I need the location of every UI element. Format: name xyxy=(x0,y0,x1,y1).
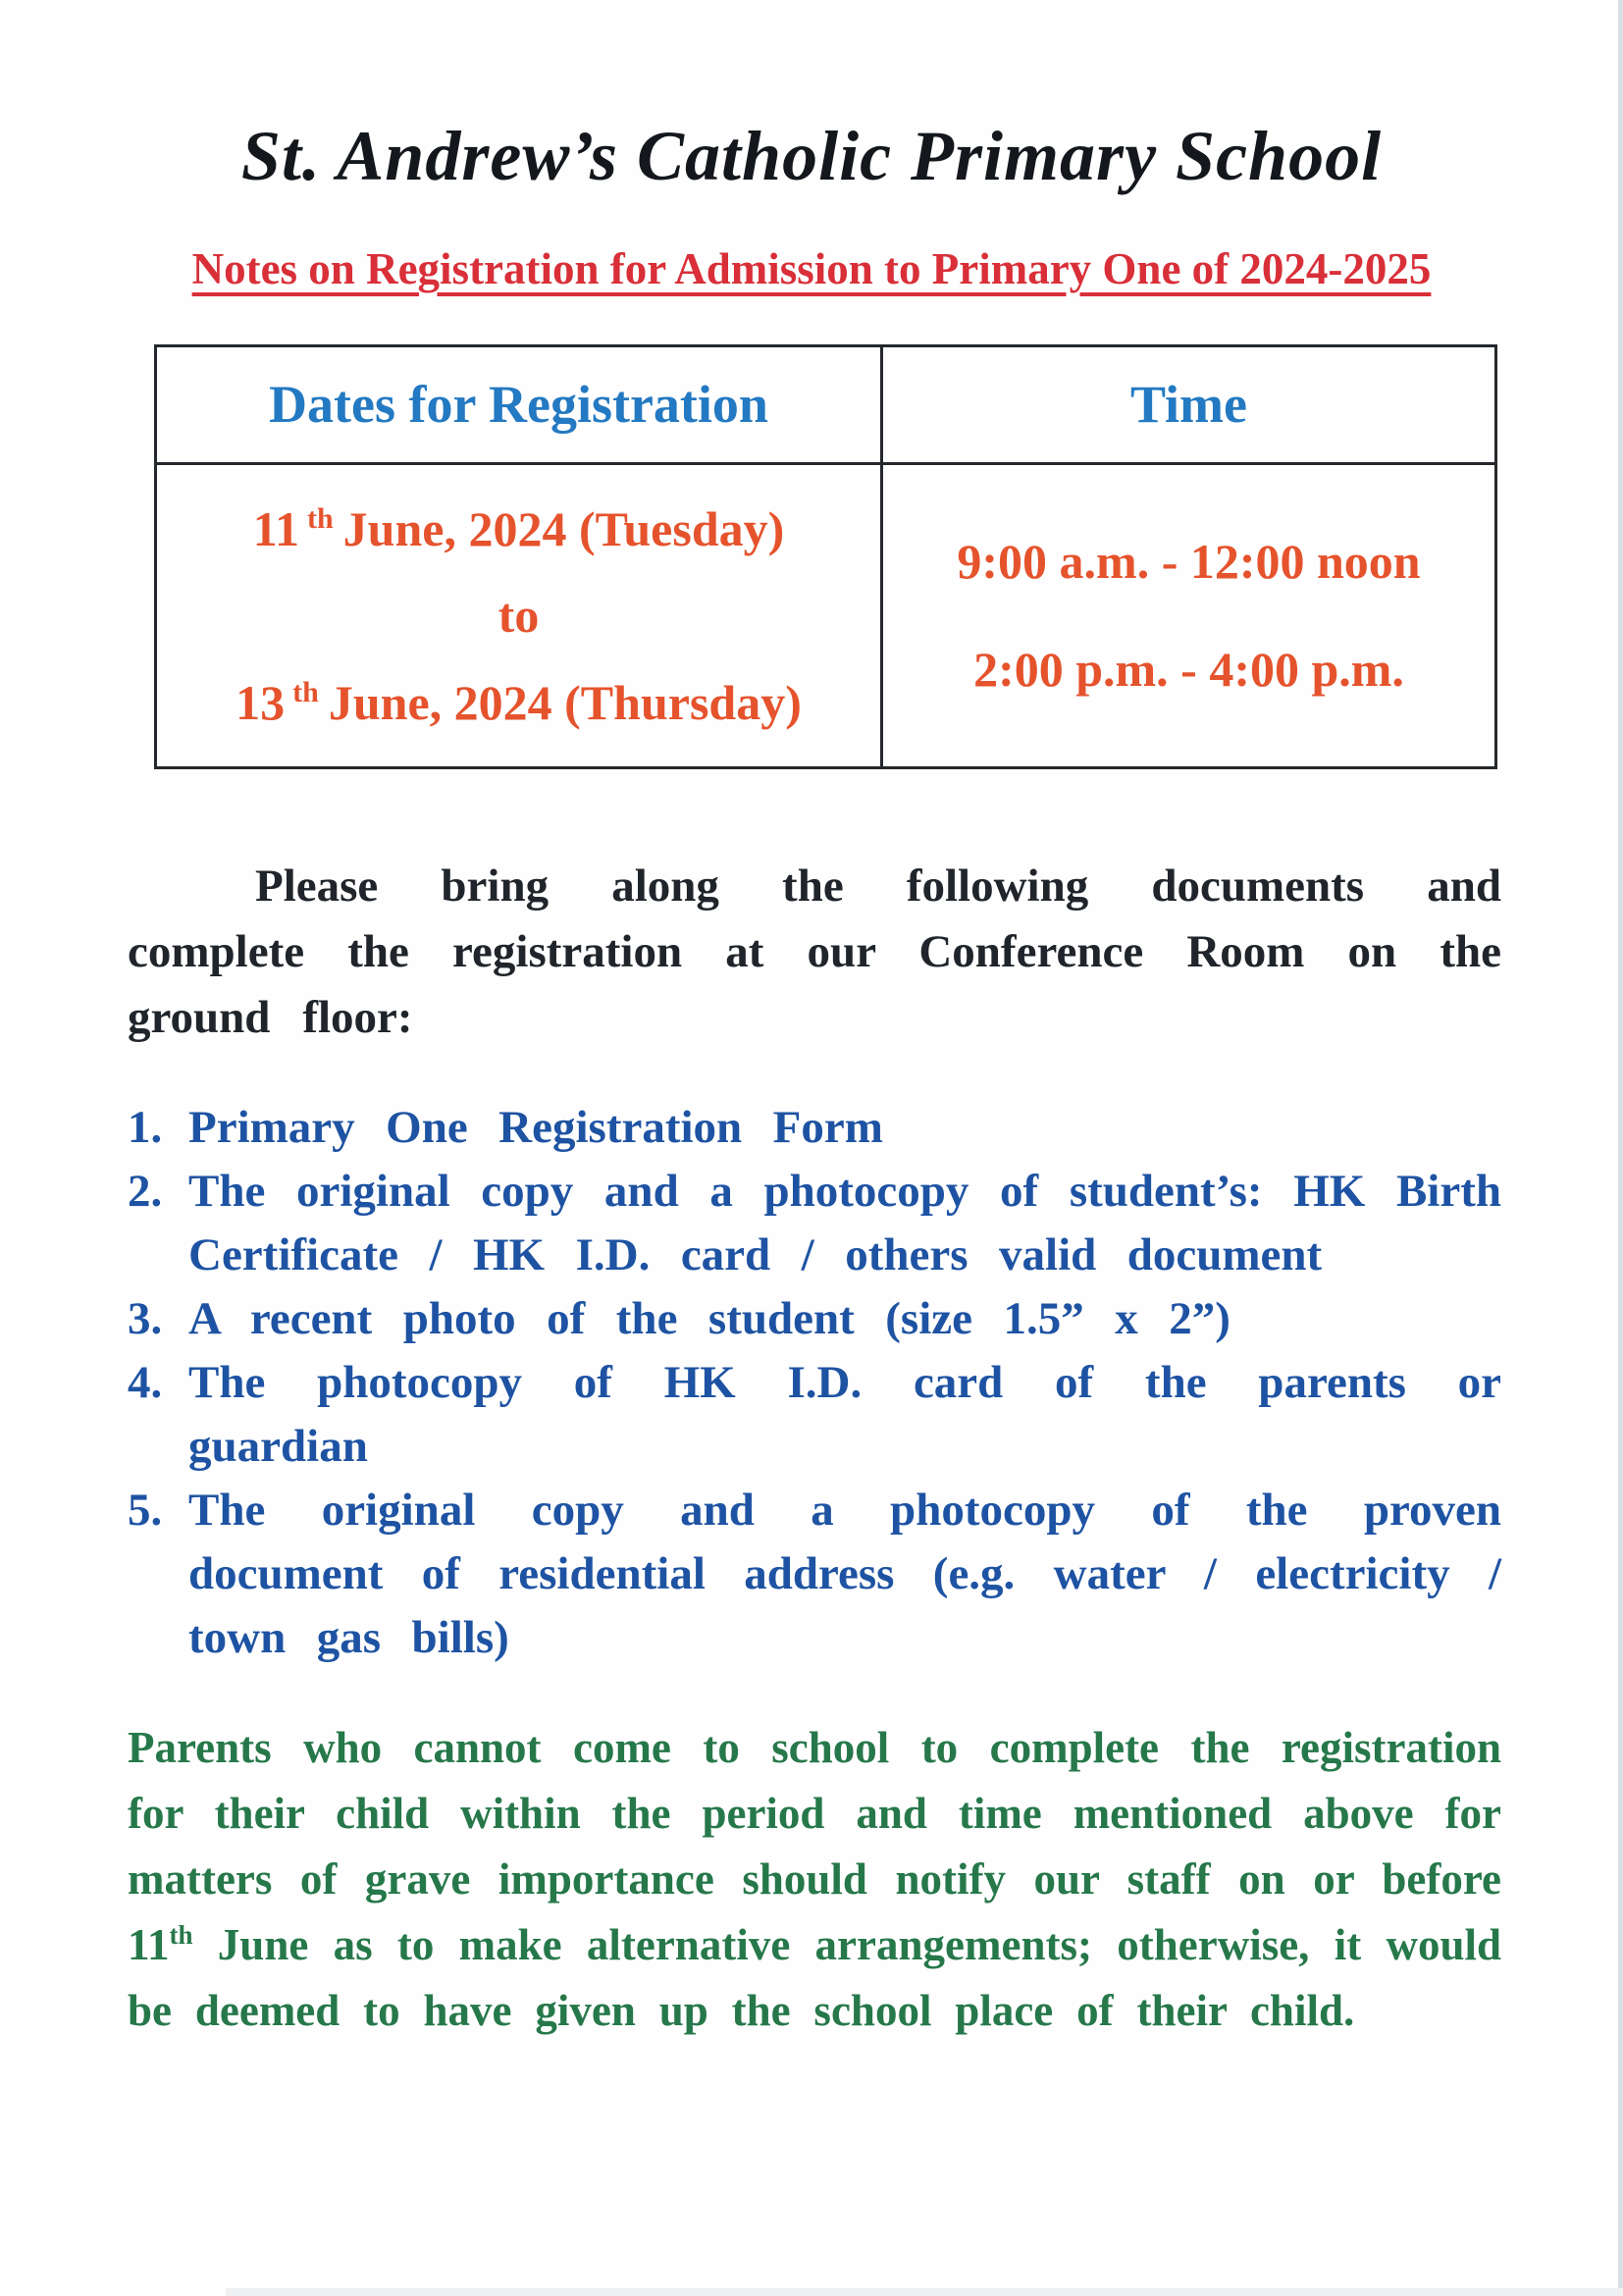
list-item-number: 5. xyxy=(128,1484,163,1536)
table-header-dates: Dates for Registration xyxy=(269,375,768,435)
list-item xyxy=(128,1096,1501,1160)
list-item-text: The original copy and a photocopy of the proven document of residential address (e.g. water / electricity / town gas bills) xyxy=(188,1484,1501,1663)
list-item xyxy=(128,1160,1501,1287)
dates-cell xyxy=(157,462,880,766)
list-item xyxy=(128,1287,1501,1351)
document-list xyxy=(128,1096,1501,1670)
date-start-ordinal: th xyxy=(306,502,334,536)
list-item-number: 2. xyxy=(128,1165,163,1217)
registration-table xyxy=(154,344,1497,769)
date-range-start xyxy=(253,500,785,557)
date-end-ordinal: th xyxy=(292,675,319,708)
school-name-title: St. Andrew’s Catholic Primary School xyxy=(240,117,1383,195)
date-end-rest: June, 2024 (Thursday) xyxy=(328,674,802,730)
closing-text-before: Parents who cannot come to school to complete the registration for their child within the period and time mentioned above for matters of grave importance should notify our staff on or before 11 xyxy=(128,1722,1501,1969)
list-item-text: The photocopy of HK I.D. card of the parents or guardian xyxy=(188,1356,1501,1472)
list-item-text: A recent photo of the student (size 1.5” x 2”) xyxy=(188,1292,1230,1344)
closing-ordinal: th xyxy=(169,1919,193,1950)
times-cell xyxy=(880,462,1494,766)
date-start-number: 11 xyxy=(252,501,299,557)
list-item-text: Primary One Registration Form xyxy=(188,1101,883,1153)
intro-paragraph: Please bring along the following documents and complete the registration at our Conference Room on the ground floor: xyxy=(128,860,1501,1043)
scan-edge-right xyxy=(1618,0,1623,2296)
time-slot-afternoon: 2:00 p.m. - 4:00 p.m. xyxy=(973,642,1404,698)
list-item-number: 4. xyxy=(128,1356,163,1408)
date-range-end xyxy=(236,674,802,731)
notice-title: Notes on Registration for Admission to Primary One of 2024-2025 xyxy=(191,243,1432,293)
list-item-number: 1. xyxy=(128,1101,163,1153)
list-item-text: The original copy and a photocopy of student’s: HK Birth Certificate / HK I.D. card / others valid document xyxy=(188,1165,1501,1280)
date-start-rest: June, 2024 (Tuesday) xyxy=(342,501,785,557)
date-range-connector: to xyxy=(497,588,540,644)
time-slot-morning: 9:00 a.m. - 12:00 noon xyxy=(957,534,1421,590)
closing-text-after: June as to make alternative arrangements; otherwise, it would be deemed to have given up the school place of their child. xyxy=(128,1919,1501,2035)
list-item xyxy=(128,1351,1501,1479)
date-end-number: 13 xyxy=(236,674,286,730)
closing-paragraph xyxy=(128,1715,1501,2044)
list-item-number: 3. xyxy=(128,1292,163,1344)
list-item xyxy=(128,1479,1501,1670)
table-header-time: Time xyxy=(880,347,1494,462)
scan-edge-bottom xyxy=(226,2288,1623,2296)
